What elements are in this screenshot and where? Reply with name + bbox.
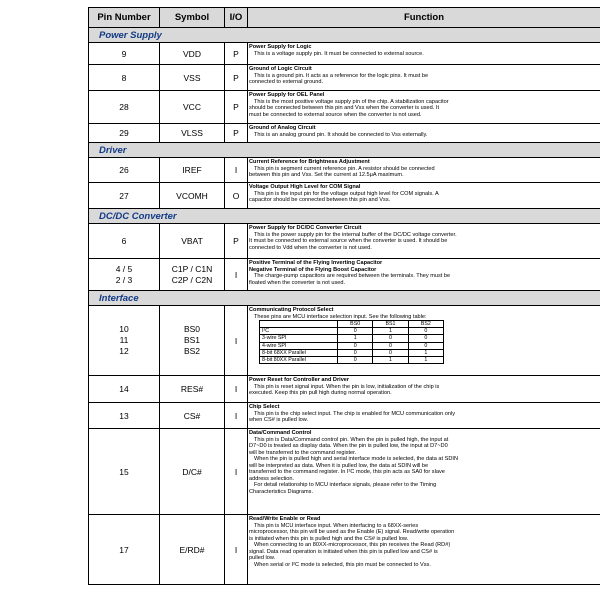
- pin-number: 8: [89, 65, 160, 91]
- bs-header-cell: [260, 321, 338, 328]
- pin-symbol: RES#: [160, 376, 225, 403]
- bs-header-cell: BS0: [338, 321, 373, 328]
- function-line: It must be connected to external source when the converter is used. It should be: [249, 238, 448, 245]
- function-line: Characteristics Diagrams.: [249, 488, 314, 495]
- function-line: This pin is reset signal input. When the pin is low, initialization of the chip is: [254, 383, 440, 390]
- function-line: When serial or I²C mode is selected, this pin must be connected to Vss.: [254, 561, 431, 568]
- pin-symbol: IREF: [160, 158, 225, 183]
- table-row: [89, 224, 600, 259]
- function-line: address selection.: [249, 475, 295, 482]
- pin-number: 28: [89, 91, 160, 124]
- table-row: [89, 158, 600, 183]
- pin-number: 17: [89, 515, 160, 585]
- table-row: [89, 183, 600, 209]
- bs-value: 0: [373, 342, 408, 349]
- pin-io: I: [225, 376, 248, 403]
- function-title: Current Reference for Brightness Adjustment: [249, 159, 370, 165]
- function-title: Ground of Logic Circuit: [249, 66, 312, 72]
- pin-symbol: D/C#: [160, 429, 225, 515]
- pin-symbol-2: BS1: [183, 335, 201, 345]
- pin-io: P: [225, 224, 248, 259]
- pin-io: I: [225, 403, 248, 429]
- pin-symbol: VLSS: [160, 124, 225, 143]
- bs-selection-table: [259, 320, 444, 364]
- pin-number: 27: [89, 183, 160, 209]
- bs-row: [260, 357, 444, 364]
- pin-symbol-1: BS0: [183, 324, 201, 334]
- function-title: Positive Terminal of the Flying Inverting Capacitor: [249, 260, 383, 266]
- pin-symbol: VBAT: [160, 224, 225, 259]
- pin-symbol: VSS: [160, 65, 225, 91]
- function-line: This pin is MCU interface input. When interfacing to a 68XX-series: [254, 522, 419, 529]
- pin-symbol-1: C1P / C1N: [171, 263, 213, 274]
- function-line: when CS# is pulled low.: [249, 417, 309, 424]
- pin-number-1: 10: [119, 324, 129, 334]
- function-line: microprocessor, this pin will be used as the Enable (E) signal. Read/write operation: [249, 529, 455, 536]
- pin-number: 26: [89, 158, 160, 183]
- pin-io: P: [225, 91, 248, 124]
- function-line: connected to external ground.: [249, 79, 324, 86]
- bs-value: 0: [338, 342, 373, 349]
- pin-io: P: [225, 124, 248, 143]
- bs-mode: 3-wire SPI: [260, 335, 338, 342]
- function-line: between this pin and Vss. Set the current at 12.5μA maximum.: [249, 172, 404, 179]
- function-title: Power Supply for OEL Panel: [249, 92, 325, 98]
- function-line: This is the most positive voltage supply pin of the chip. A stabilization capacitor: [254, 98, 449, 105]
- pin-symbol: E/RD#: [160, 515, 225, 585]
- function-line: For detail relationship to MCU interface signals, please refer to the Timing: [254, 482, 437, 489]
- bs-value: 1: [373, 328, 408, 335]
- function-line: will be transferred to the command register.: [249, 449, 357, 456]
- bs-value: 0: [373, 335, 408, 342]
- function-title: Power Supply for Logic: [249, 44, 312, 50]
- bs-value: 0: [408, 335, 443, 342]
- pin-io: P: [225, 43, 248, 65]
- function-line: pulled low.: [249, 555, 276, 562]
- function-line: connected to Vdd when the converter is not used.: [249, 244, 372, 251]
- table-row: [89, 306, 600, 376]
- header-row: [89, 8, 600, 28]
- function-line: This is an analog ground pin. It should be connected to Vss externally.: [254, 131, 428, 138]
- bs-value: 1: [338, 335, 373, 342]
- bs-value: 0: [408, 328, 443, 335]
- function-line: floated when the converter is not used.: [249, 279, 346, 286]
- pin-function: [248, 224, 600, 259]
- function-line: When the pin is pulled high and serial interface mode is selected, the data at SDIN: [254, 456, 458, 463]
- bs-mode: 4-wire SPI: [260, 342, 338, 349]
- function-title-2: Negative Terminal of the Flying Boost Capacitor: [249, 266, 377, 273]
- table-row: [89, 259, 600, 291]
- pin-io: I: [225, 429, 248, 515]
- pin-symbol: VDD: [160, 43, 225, 65]
- bs-row: [260, 328, 444, 335]
- pin-number-1: 4 / 5: [115, 263, 133, 274]
- section-interface: Interface: [89, 291, 600, 306]
- pin-number: 15: [89, 429, 160, 515]
- pin-symbol-3: BS2: [183, 346, 201, 356]
- pin-number-3: 12: [119, 346, 129, 356]
- function-line: This is a ground pin. It acts as a reference for the logic pins. It must be: [254, 72, 429, 79]
- pin-function: [248, 124, 600, 143]
- function-line: These pins are MCU interface selection input. See the following table:: [254, 313, 427, 320]
- function-title: Communicating Protocol Select: [249, 307, 334, 313]
- header-function: Function: [248, 8, 600, 28]
- section-driver: Driver: [89, 143, 600, 158]
- pin-function: [248, 429, 600, 515]
- pin-function: [248, 306, 600, 376]
- pin-number-2: 2 / 3: [115, 274, 133, 285]
- function-line: This is the power supply pin for the internal buffer of the DC/DC voltage converter.: [254, 231, 457, 238]
- bs-row: [260, 349, 444, 356]
- bs-mode: 8-bit 68XX Parallel: [260, 349, 338, 356]
- function-title: Power Supply for DC/DC Converter Circuit: [249, 225, 362, 231]
- pin-number: [89, 259, 160, 291]
- pin-function: [248, 158, 600, 183]
- function-line: will be interpreted as data. When it is pulled low, the data at SDIN will be: [249, 462, 429, 469]
- bs-value: 1: [373, 357, 408, 364]
- function-line: D7~D0 is treated as display data. When the pin is pulled low, the input at D7~D0: [249, 443, 448, 450]
- bs-value: 0: [338, 349, 373, 356]
- bs-value: 1: [408, 357, 443, 364]
- bs-value: 0: [338, 357, 373, 364]
- bs-value: 0: [408, 342, 443, 349]
- function-title: Ground of Analog Circuit: [249, 125, 316, 131]
- pin-symbol: VCC: [160, 91, 225, 124]
- bs-value: 0: [338, 328, 373, 335]
- table-row: [89, 515, 600, 585]
- pin-symbol-2: C2P / C2N: [171, 274, 213, 285]
- pin-io: I: [225, 306, 248, 376]
- header-symbol: Symbol: [160, 8, 225, 28]
- function-title: Data/Command Control: [249, 430, 312, 436]
- function-line: The charge-pump capacitors are required between the terminals. They must be: [254, 273, 451, 280]
- bs-row: [260, 342, 444, 349]
- function-line: capacitor should be connected between this pin and Vss.: [249, 197, 391, 204]
- function-title: Read/Write Enable or Read: [249, 516, 321, 522]
- header-io: I/O: [225, 8, 248, 28]
- pin-symbol: [160, 306, 225, 376]
- bs-value: 1: [408, 349, 443, 356]
- pin-function: [248, 65, 600, 91]
- pin-function: [248, 515, 600, 585]
- table-row: [89, 429, 600, 515]
- function-line: This pin is the chip select input. The chip is enabled for MCU communication only: [254, 410, 456, 417]
- pin-number-2: 11: [119, 335, 129, 345]
- pin-function: [248, 91, 600, 124]
- function-line: should be connected between this pin and Vss when the converter is used. It: [249, 105, 439, 112]
- pin-number: 13: [89, 403, 160, 429]
- bs-header-cell: BS2: [408, 321, 443, 328]
- pin-io: O: [225, 183, 248, 209]
- pin-number: 9: [89, 43, 160, 65]
- pin-symbol: [160, 259, 225, 291]
- function-line: This pin is the input pin for the voltage output high level for COM signals. A: [254, 190, 439, 197]
- section-dcdc-converter: DC/DC Converter: [89, 209, 600, 224]
- pin-io: P: [225, 65, 248, 91]
- pin-io: I: [225, 259, 248, 291]
- pin-function: [248, 183, 600, 209]
- bs-mode: I²C: [260, 328, 338, 335]
- pin-function: [248, 403, 600, 429]
- table-row: [89, 91, 600, 124]
- function-line: signal. Data read operation is initiated when this pin is pulled low and CS# is: [249, 548, 438, 555]
- table-row: [89, 124, 600, 143]
- bs-value: 0: [373, 349, 408, 356]
- bs-row: [260, 335, 444, 342]
- bs-header-row: [260, 321, 444, 328]
- table-row: [89, 376, 600, 403]
- function-line: This pin is segment current reference pin. A resistor should be connected: [254, 165, 435, 172]
- pin-number: 14: [89, 376, 160, 403]
- pin-table: [88, 7, 600, 585]
- section-power-supply: Power Supply: [89, 28, 600, 43]
- header-pin-number: Pin Number: [89, 8, 160, 28]
- function-line: When connecting to an 80XX-microprocessor, this pin receives the Read (RD#): [254, 542, 451, 549]
- pin-number: 6: [89, 224, 160, 259]
- pin-io: I: [225, 515, 248, 585]
- function-title: Chip Select: [249, 404, 280, 410]
- pin-number: 29: [89, 124, 160, 143]
- table-row: [89, 43, 600, 65]
- pin-io: I: [225, 158, 248, 183]
- function-line: executed. Keep this pin pull high during normal operation.: [249, 390, 392, 397]
- bs-header-cell: BS1: [373, 321, 408, 328]
- function-title: Voltage Output High Level for COM Signal: [249, 184, 361, 190]
- function-line: This is a voltage supply pin. It must be connected to external source.: [254, 50, 424, 57]
- pin-symbol: VCOMH: [160, 183, 225, 209]
- function-title: Power Reset for Controller and Driver: [249, 377, 350, 383]
- function-line: must be connected to external source when the converter is not used.: [249, 111, 422, 118]
- pin-symbol: CS#: [160, 403, 225, 429]
- pin-function: [248, 376, 600, 403]
- function-line: This pin is Data/Command control pin. When the pin is pulled high, the input at: [254, 436, 449, 443]
- function-line: is initiated when this pin is pulled high and the CS# is pulled low.: [249, 535, 409, 542]
- table-row: [89, 403, 600, 429]
- pin-function: [248, 43, 600, 65]
- pin-function: [248, 259, 600, 291]
- bs-mode: 8-bit 80XX Parallel: [260, 357, 338, 364]
- table-row: [89, 65, 600, 91]
- function-line: transferred to the command register. In I²C mode, this pin acts as SA0 for slave: [249, 469, 445, 476]
- pin-number: [89, 306, 160, 376]
